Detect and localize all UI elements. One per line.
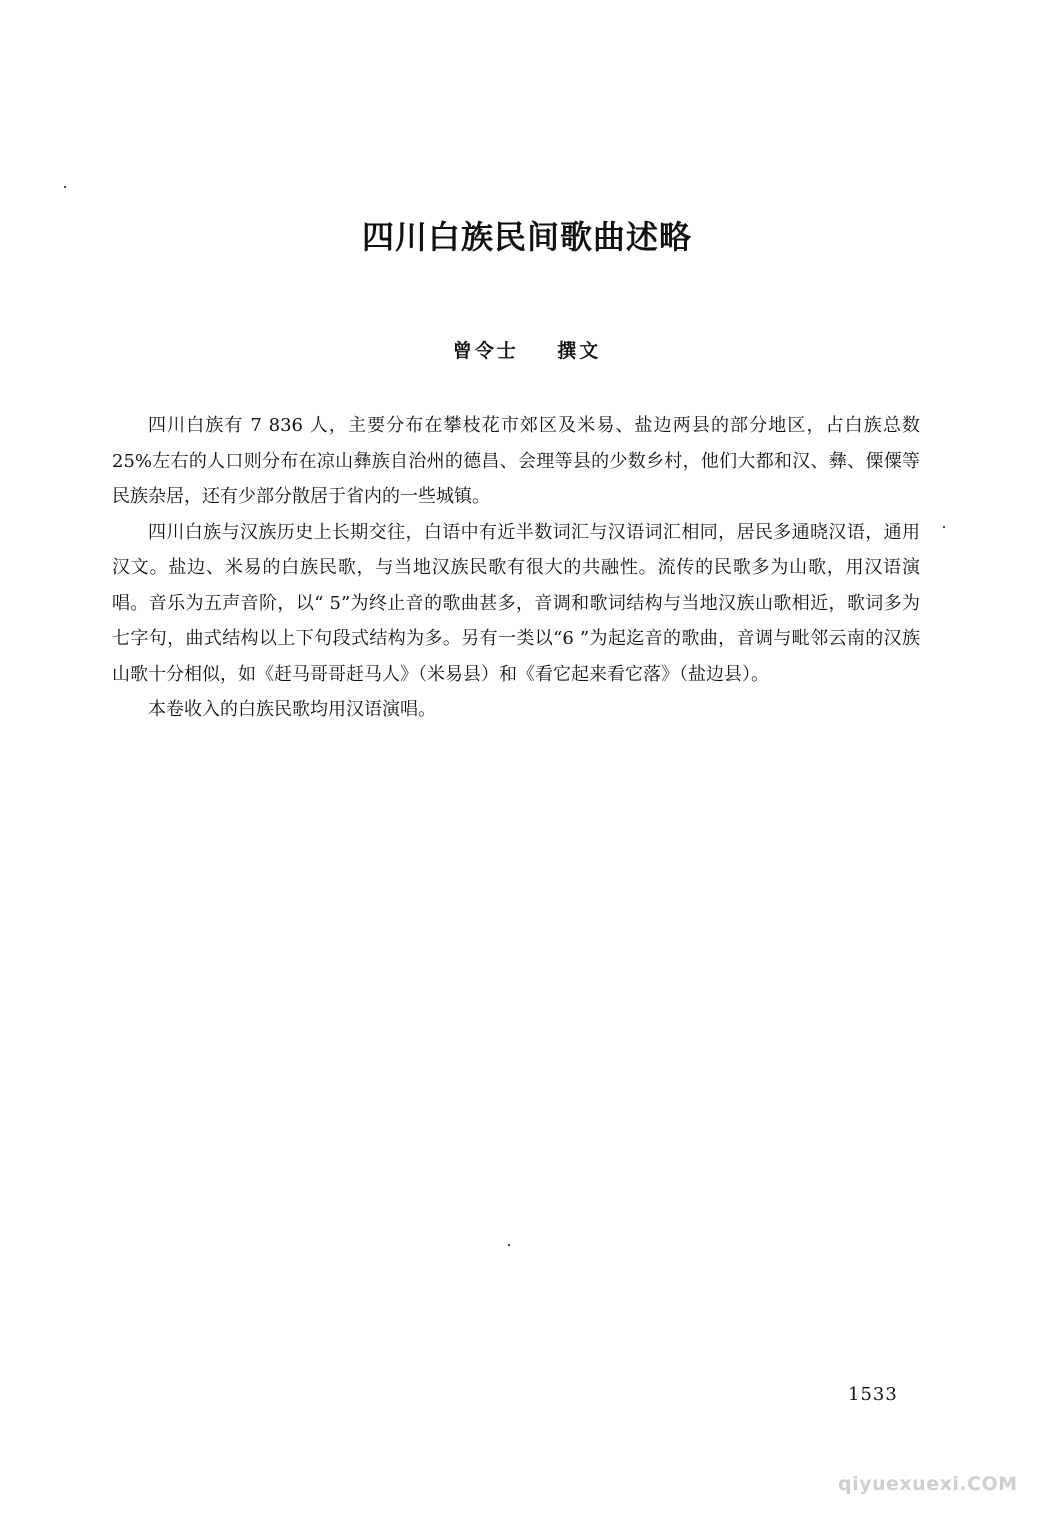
scan-speck <box>943 526 945 528</box>
scan-speck <box>64 186 66 188</box>
scan-speck <box>508 1244 510 1246</box>
author-line: 曾令士 撰文 <box>452 340 602 362</box>
paragraph-1: 四川白族有 7 836 人，主要分布在攀枝花市郊区及米易、盐边两县的部分地区，占白族总数 25%左右的人口则分布在凉山彝族自治州的德昌、会理等县的少数乡村，他们大都和汉、彝、傈僳等民族杂居，还有少部分散居于省内的一些城镇。 <box>112 415 920 507</box>
watermark: qiyuexuexi.COM <box>838 1473 1018 1495</box>
page-number: 1533 <box>848 1384 898 1405</box>
body-text <box>112 408 920 728</box>
paragraph-2: 四川白族与汉族历史上长期交往，白语中有近半数词汇与汉语词汇相同，居民多通晓汉语，通用汉文。盐边、米易的白族民歌，与当地汉族民歌有很大的共融性。流传的民歌多为山歌，用汉语演唱。音乐为五声音阶，以“ 5”为终止音的歌曲甚多，音调和歌词结构与当地汉族山歌相近，歌词多为七字句，曲式结构以上下句段式结构为多。另有一类以“6 ”为起迄音的歌曲，音调与毗邻云南的汉族山歌十分相似，如《赶马哥哥赶马人》（米易县）和《看它起来看它落》（盐边县）。 <box>112 521 920 685</box>
paragraph-3: 本卷收入的白族民歌均用汉语演唱。 <box>148 699 436 720</box>
page-title: 四川白族民间歌曲述略 <box>361 218 692 256</box>
